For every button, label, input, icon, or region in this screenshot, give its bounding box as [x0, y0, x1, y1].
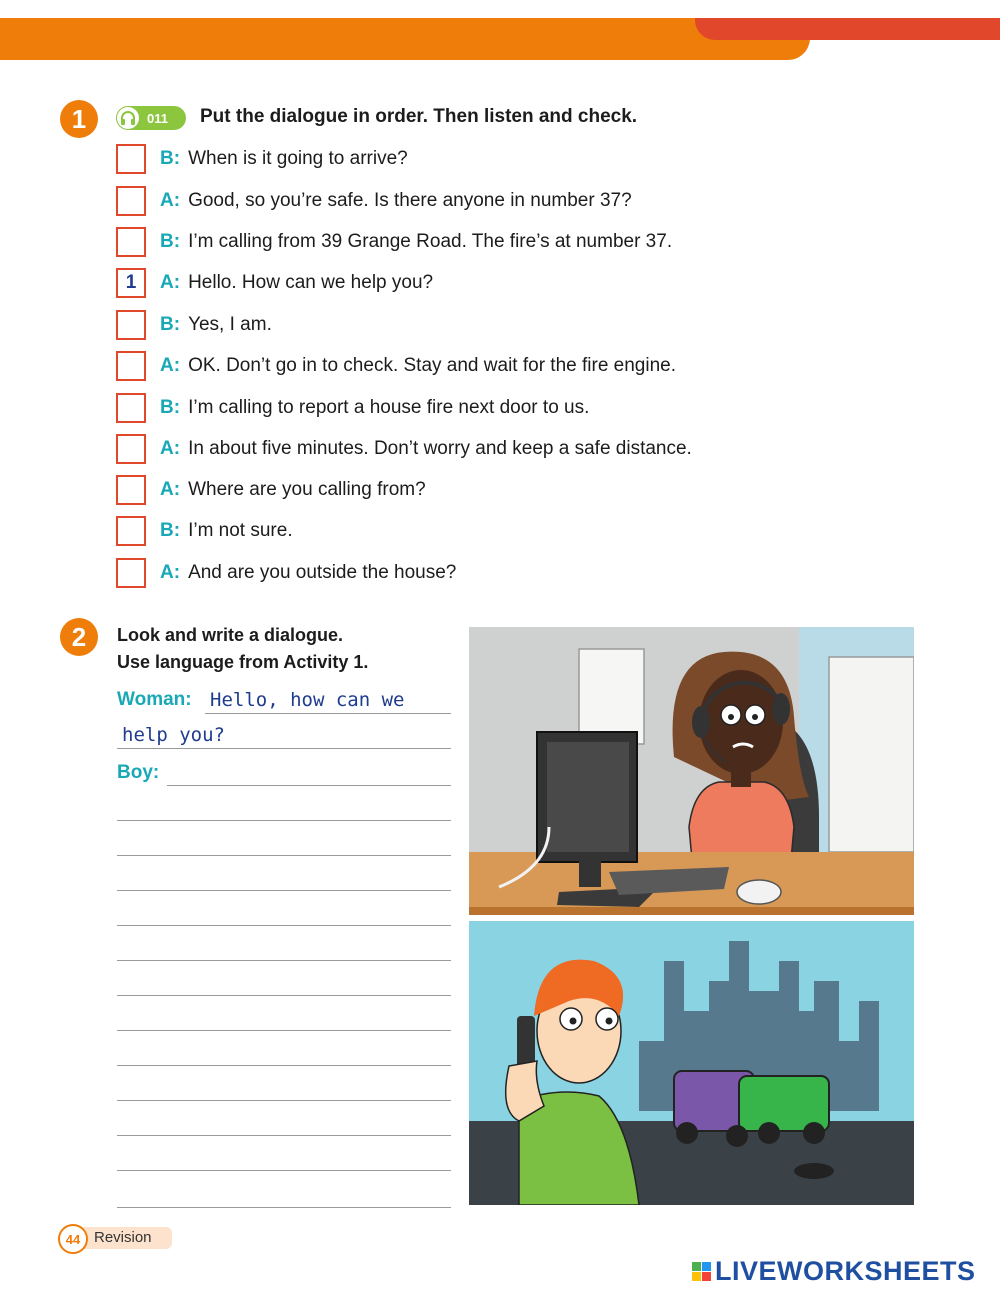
dialogue-line: [116, 391, 589, 425]
write-line[interactable]: [117, 1135, 451, 1136]
activity-2-number: 2: [60, 618, 98, 656]
operator-illustration: [469, 627, 914, 915]
order-number-box[interactable]: [116, 475, 146, 505]
section-label: Revision: [94, 1229, 152, 1246]
headphones-icon: [117, 107, 139, 129]
write-line[interactable]: [117, 820, 451, 821]
write-line[interactable]: [117, 748, 451, 749]
write-line[interactable]: [205, 713, 451, 714]
speaker-label: B:: [160, 314, 181, 335]
dialogue-text: Hello. How can we help you?: [188, 272, 434, 293]
woman-answer-line1[interactable]: Hello, how can we: [210, 689, 405, 711]
activity-2-instruction-line2: Use language from Activity 1.: [117, 652, 369, 672]
write-line[interactable]: [117, 960, 451, 961]
order-number-box[interactable]: [116, 310, 146, 340]
write-line[interactable]: [117, 1030, 451, 1031]
dialogue-text: When is it going to arrive?: [188, 148, 408, 169]
woman-answer-line2[interactable]: help you?: [122, 724, 225, 746]
brand-name: LIVEWORKSHEETS: [715, 1256, 976, 1286]
order-number-box[interactable]: [116, 516, 146, 546]
dialogue-text: Yes, I am.: [188, 314, 272, 335]
brand-grid-icon: [692, 1262, 711, 1281]
activity-1-instruction: Put the dialogue in order. Then listen and check.: [200, 106, 638, 127]
speaker-label: B:: [160, 520, 181, 541]
dialogue-line: [116, 349, 676, 383]
write-line[interactable]: [117, 925, 451, 926]
dialogue-text: I’m calling to report a house fire next door to us.: [188, 397, 590, 418]
order-number-box[interactable]: 1: [116, 268, 146, 298]
dialogue-text: Where are you calling from?: [188, 479, 426, 500]
audio-track-button[interactable]: [116, 106, 186, 130]
dialogue-text: I’m calling from 39 Grange Road. The fire’s at number 37.: [188, 231, 673, 252]
dialogue-line: [116, 184, 632, 218]
dialogue-line: [116, 266, 433, 300]
write-line[interactable]: [117, 995, 451, 996]
dialogue-line: [116, 225, 672, 259]
dialogue-text: In about five minutes. Don’t worry and keep a safe distance.: [188, 438, 692, 459]
speaker-label: A:: [160, 272, 181, 293]
brand-logo: [692, 1256, 976, 1287]
dialogue-text: I’m not sure.: [188, 520, 293, 541]
dialogue-line: [116, 556, 456, 590]
speaker-label: A:: [160, 438, 181, 459]
write-line[interactable]: [117, 890, 451, 891]
header-bar: [0, 18, 810, 60]
boy-answer-line[interactable]: [167, 785, 451, 786]
order-number-box[interactable]: [116, 558, 146, 588]
boy-label: Boy:: [117, 762, 160, 783]
speaker-label: B:: [160, 231, 181, 252]
order-number-box[interactable]: [116, 434, 146, 464]
speaker-label: A:: [160, 355, 181, 376]
order-number-box[interactable]: [116, 393, 146, 423]
write-line[interactable]: [117, 1207, 451, 1208]
speaker-label: B:: [160, 397, 181, 418]
write-line[interactable]: [117, 1100, 451, 1101]
dialogue-text: And are you outside the house?: [188, 562, 457, 583]
activity-2-instruction-line1: Look and write a dialogue.: [117, 625, 344, 645]
order-number-box[interactable]: [116, 186, 146, 216]
dialogue-line: [116, 142, 408, 176]
write-line[interactable]: [117, 1170, 451, 1171]
write-line[interactable]: [117, 1065, 451, 1066]
order-number-box[interactable]: [116, 227, 146, 257]
activity-1-number: 1: [60, 100, 98, 138]
dialogue-text: Good, so you’re safe. Is there anyone in number 37?: [188, 190, 632, 211]
dialogue-text: OK. Don’t go in to check. Stay and wait for the fire engine.: [188, 355, 676, 376]
speaker-label: A:: [160, 479, 181, 500]
order-number-box[interactable]: [116, 144, 146, 174]
speaker-label: A:: [160, 562, 181, 583]
page-number: 44: [58, 1224, 88, 1254]
write-line[interactable]: [117, 855, 451, 856]
order-number-box[interactable]: [116, 351, 146, 381]
dialogue-line: [116, 514, 293, 548]
dialogue-line: [116, 308, 272, 342]
audio-track-code: 011: [147, 110, 168, 126]
dialogue-line: [116, 432, 692, 466]
dialogue-line: [116, 473, 426, 507]
header-accent-bar: [695, 18, 1000, 40]
boy-illustration: [469, 921, 914, 1205]
woman-label: Woman:: [117, 689, 192, 710]
speaker-label: B:: [160, 148, 181, 169]
speaker-label: A:: [160, 190, 181, 211]
